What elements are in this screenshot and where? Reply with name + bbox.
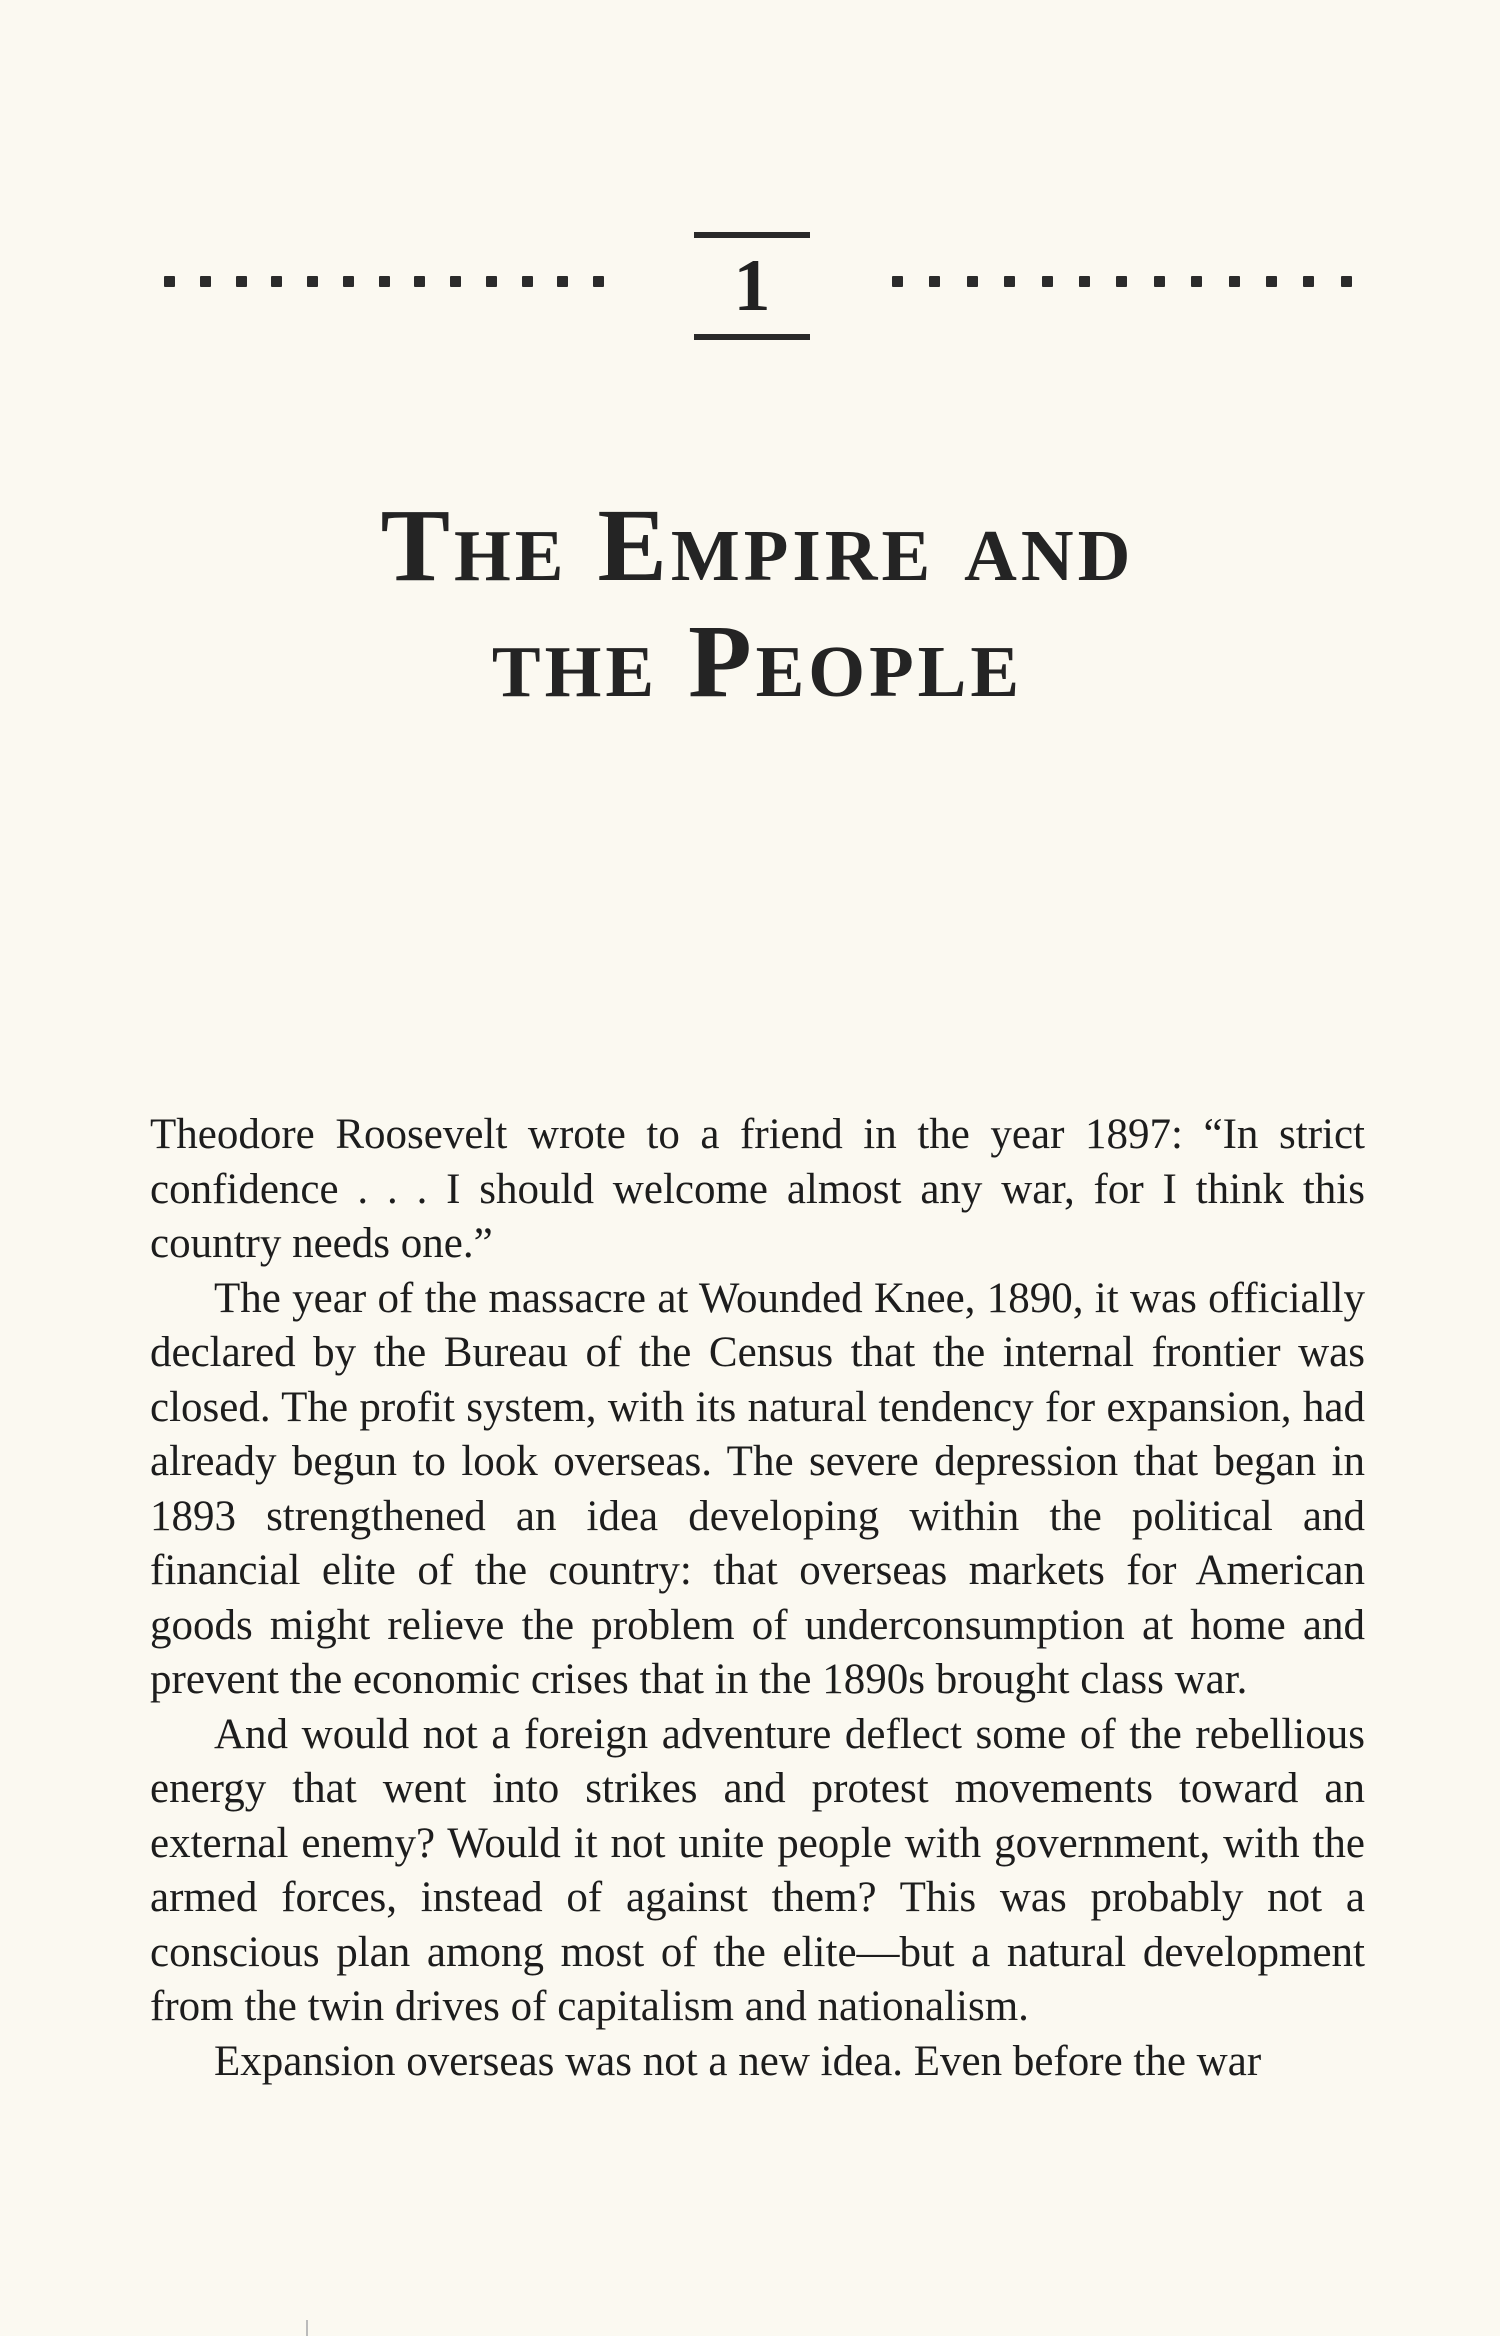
ornament-dot: [1116, 276, 1127, 287]
ornament-dot: [557, 276, 568, 287]
paragraph-3: And would not a foreign adventure deflect some of the rebellious energy that went into strikes and protest movements toward an external enemy? Would it not unite people with government, with the armed forces, instead of against them? This was probably not a conscious plan among most of the elite—but a natural development from the twin drives of capitalism and nationalism.: [150, 1710, 1365, 2030]
ornament-dot: [1191, 276, 1202, 287]
ornament-dot: [486, 276, 497, 287]
ornament-dot: [307, 276, 318, 287]
ornament-dot: [1042, 276, 1053, 287]
ornament-dot: [892, 276, 903, 287]
paragraph-2: The year of the massacre at Wounded Knee, 1890, it was officially declared by the Bureau of the Census that the internal frontier was closed. The profit system, with its natural tendency for expansion, had already begun to look overseas. The severe depression that began in 1893 strengthened an idea developing within the political and financial elite of the country: that overseas markets for American goods might relieve the problem of underconsumption at home and prevent the economic crises that in the 1890s brought class war.: [150, 1274, 1365, 1703]
chapter-heading-ornament: [150, 232, 1365, 352]
paragraph-4: Expansion overseas was not a new idea. Even before the war: [214, 2037, 1262, 2085]
chapter-body: [150, 1108, 1365, 2089]
ornament-dot: [1079, 276, 1090, 287]
ornament-dot: [164, 276, 175, 287]
ornament-dot: [1229, 276, 1240, 287]
chapter-title-line-1: The Empire and: [380, 488, 1135, 603]
chapter-number-box: [694, 232, 810, 340]
ornament-dot: [450, 276, 461, 287]
ornament-dot: [1004, 276, 1015, 287]
ornament-dot: [1303, 276, 1314, 287]
ornament-dot: [1266, 276, 1277, 287]
ornament-dot: [236, 276, 247, 287]
chapter-number: 1: [733, 245, 771, 327]
scan-mark: [306, 2320, 308, 2336]
ornament-dot: [593, 276, 604, 287]
ornament-dot: [271, 276, 282, 287]
ornament-dot: [379, 276, 390, 287]
ornament-dot: [200, 276, 211, 287]
ornament-dot: [522, 276, 533, 287]
chapter-title: [150, 488, 1365, 720]
chapter-title-line-2: the People: [491, 604, 1024, 719]
ornament-dot: [1341, 276, 1352, 287]
ornament-dot: [1154, 276, 1165, 287]
left-dot-rule: [164, 274, 604, 288]
paragraph-1: Theodore Roosevelt wrote to a friend in the year 1897: “In strict confidence . . . I should welcome almost any war, for I think this country needs one.”: [150, 1111, 1365, 1267]
ornament-dot: [343, 276, 354, 287]
ornament-dot: [414, 276, 425, 287]
ornament-dot: [929, 276, 940, 287]
ornament-dot: [967, 276, 978, 287]
right-dot-rule: [892, 274, 1352, 288]
